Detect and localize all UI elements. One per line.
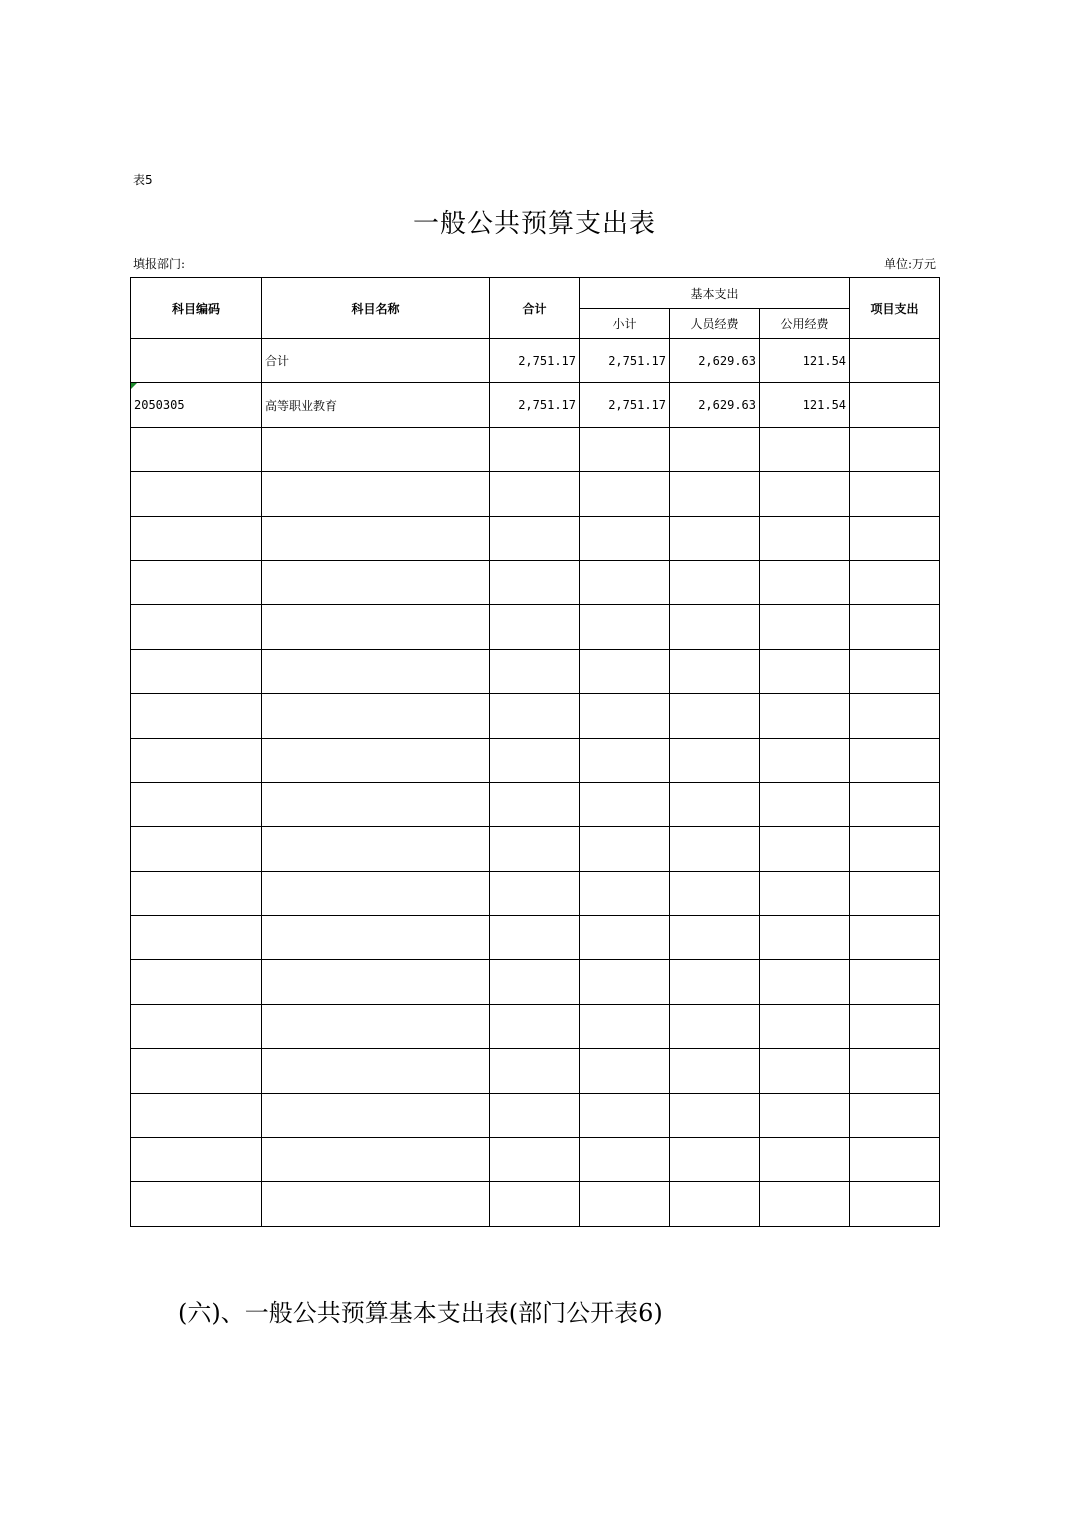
empty-cell <box>262 871 490 915</box>
empty-cell <box>760 516 850 560</box>
empty-cell <box>850 1049 940 1093</box>
header-subtotal: 小计 <box>580 309 670 339</box>
empty-table-row <box>131 782 940 826</box>
empty-cell <box>580 1138 670 1182</box>
empty-cell <box>131 1138 262 1182</box>
cell-public: 121.54 <box>760 339 850 383</box>
empty-cell <box>670 516 760 560</box>
cell-project <box>850 339 940 383</box>
empty-cell <box>262 605 490 649</box>
empty-table-row <box>131 605 940 649</box>
header-basic: 基本支出 <box>580 278 850 309</box>
empty-cell <box>131 1182 262 1226</box>
empty-cell <box>760 782 850 826</box>
empty-table-row <box>131 1093 940 1137</box>
empty-cell <box>262 1049 490 1093</box>
empty-table-row <box>131 560 940 604</box>
empty-cell <box>490 1004 580 1048</box>
empty-table-row <box>131 694 940 738</box>
empty-cell <box>760 649 850 693</box>
empty-cell <box>760 560 850 604</box>
empty-cell <box>490 1138 580 1182</box>
empty-cell <box>850 1093 940 1137</box>
empty-cell <box>262 1004 490 1048</box>
empty-cell <box>850 560 940 604</box>
empty-cell <box>262 694 490 738</box>
empty-cell <box>490 649 580 693</box>
cell-total: 2,751.17 <box>490 339 580 383</box>
empty-cell <box>850 1182 940 1226</box>
empty-cell <box>131 1004 262 1048</box>
empty-cell <box>490 960 580 1004</box>
empty-cell <box>760 427 850 471</box>
empty-cell <box>131 827 262 871</box>
empty-cell <box>670 960 760 1004</box>
empty-cell <box>760 694 850 738</box>
empty-cell <box>131 694 262 738</box>
empty-cell <box>850 916 940 960</box>
empty-cell <box>262 1138 490 1182</box>
empty-cell <box>850 694 940 738</box>
empty-cell <box>490 871 580 915</box>
empty-cell <box>850 649 940 693</box>
header-public: 公用经费 <box>760 309 850 339</box>
fill-dept-label: 填报部门: <box>133 257 186 271</box>
empty-cell <box>490 738 580 782</box>
empty-cell <box>580 427 670 471</box>
empty-table-row <box>131 827 940 871</box>
empty-cell <box>760 827 850 871</box>
empty-cell <box>262 738 490 782</box>
empty-cell <box>262 827 490 871</box>
table-row <box>131 383 940 427</box>
empty-cell <box>850 472 940 516</box>
empty-cell <box>670 827 760 871</box>
empty-cell <box>760 1049 850 1093</box>
empty-cell <box>670 649 760 693</box>
empty-cell <box>850 782 940 826</box>
empty-cell <box>850 516 940 560</box>
cell-comment-marker <box>131 383 137 389</box>
empty-cell <box>760 916 850 960</box>
empty-cell <box>850 427 940 471</box>
empty-cell <box>262 427 490 471</box>
empty-cell <box>490 694 580 738</box>
empty-table-row <box>131 472 940 516</box>
empty-cell <box>131 871 262 915</box>
empty-cell <box>760 1182 850 1226</box>
empty-cell <box>670 472 760 516</box>
empty-cell <box>670 916 760 960</box>
empty-cell <box>760 1093 850 1137</box>
empty-cell <box>850 871 940 915</box>
budget-table <box>130 277 940 1227</box>
empty-cell <box>850 960 940 1004</box>
empty-cell <box>262 916 490 960</box>
empty-cell <box>131 560 262 604</box>
empty-table-row <box>131 1004 940 1048</box>
empty-table-row <box>131 1182 940 1226</box>
empty-cell <box>760 1004 850 1048</box>
empty-cell <box>490 916 580 960</box>
empty-cell <box>490 427 580 471</box>
empty-cell <box>490 560 580 604</box>
empty-cell <box>580 560 670 604</box>
cell-name: 合计 <box>262 339 490 383</box>
empty-cell <box>670 605 760 649</box>
empty-cell <box>760 1138 850 1182</box>
empty-cell <box>760 960 850 1004</box>
header-project: 项目支出 <box>850 278 940 339</box>
empty-cell <box>580 916 670 960</box>
empty-cell <box>580 871 670 915</box>
section-heading: (六)、一般公共预算基本支出表(部门公开表6) <box>178 1299 663 1327</box>
empty-cell <box>262 472 490 516</box>
cell-code <box>131 339 262 383</box>
empty-cell <box>670 1138 760 1182</box>
empty-cell <box>670 1093 760 1137</box>
empty-table-row <box>131 960 940 1004</box>
empty-cell <box>262 1182 490 1226</box>
header-code: 科目编码 <box>131 278 262 339</box>
empty-table-row <box>131 516 940 560</box>
empty-cell <box>850 827 940 871</box>
empty-cell <box>850 738 940 782</box>
empty-cell <box>262 649 490 693</box>
empty-cell <box>670 427 760 471</box>
empty-table-row <box>131 1138 940 1182</box>
empty-cell <box>131 427 262 471</box>
document-title: 一般公共预算支出表 <box>412 209 656 239</box>
empty-cell <box>580 738 670 782</box>
empty-cell <box>760 738 850 782</box>
empty-cell <box>131 1049 262 1093</box>
header-name: 科目名称 <box>262 278 490 339</box>
empty-cell <box>760 605 850 649</box>
empty-cell <box>580 1004 670 1048</box>
empty-cell <box>262 960 490 1004</box>
cell-code <box>131 383 262 427</box>
empty-cell <box>490 1049 580 1093</box>
empty-cell <box>131 960 262 1004</box>
empty-cell <box>580 960 670 1004</box>
empty-cell <box>262 782 490 826</box>
cell-code-text: 2050305 <box>134 398 185 413</box>
empty-cell <box>670 871 760 915</box>
empty-cell <box>490 605 580 649</box>
cell-subtotal: 2,751.17 <box>580 383 670 427</box>
empty-cell <box>670 1004 760 1048</box>
empty-cell <box>262 1093 490 1137</box>
empty-cell <box>670 782 760 826</box>
empty-cell <box>490 827 580 871</box>
cell-project <box>850 383 940 427</box>
empty-cell <box>670 738 760 782</box>
empty-table-row <box>131 738 940 782</box>
empty-cell <box>262 516 490 560</box>
empty-cell <box>131 516 262 560</box>
empty-cell <box>580 1049 670 1093</box>
empty-cell <box>131 1093 262 1137</box>
empty-cell <box>670 1049 760 1093</box>
header-personnel: 人员经费 <box>670 309 760 339</box>
empty-cell <box>131 738 262 782</box>
empty-table-row <box>131 916 940 960</box>
empty-cell <box>131 649 262 693</box>
empty-table-row <box>131 649 940 693</box>
empty-cell <box>580 649 670 693</box>
empty-cell <box>131 782 262 826</box>
empty-cell <box>131 916 262 960</box>
empty-cell <box>760 472 850 516</box>
empty-table-row <box>131 427 940 471</box>
empty-cell <box>580 1182 670 1226</box>
empty-cell <box>850 1004 940 1048</box>
empty-cell <box>850 1138 940 1182</box>
table-row <box>131 339 940 383</box>
empty-cell <box>580 782 670 826</box>
empty-cell <box>670 560 760 604</box>
unit-label: 单位:万元 <box>883 257 936 271</box>
cell-personnel: 2,629.63 <box>670 339 760 383</box>
empty-cell <box>490 782 580 826</box>
empty-cell <box>850 605 940 649</box>
empty-cell <box>580 827 670 871</box>
empty-cell <box>580 1093 670 1137</box>
cell-name: 高等职业教育 <box>262 383 490 427</box>
empty-cell <box>490 1093 580 1137</box>
empty-cell <box>580 516 670 560</box>
empty-cell <box>490 472 580 516</box>
empty-cell <box>490 1182 580 1226</box>
empty-cell <box>580 694 670 738</box>
table-label: 表5 <box>133 173 153 187</box>
empty-cell <box>580 472 670 516</box>
empty-table-row <box>131 1049 940 1093</box>
empty-cell <box>131 605 262 649</box>
empty-cell <box>670 1182 760 1226</box>
empty-cell <box>262 560 490 604</box>
empty-cell <box>490 516 580 560</box>
empty-cell <box>131 472 262 516</box>
cell-subtotal: 2,751.17 <box>580 339 670 383</box>
empty-cell <box>670 694 760 738</box>
header-total: 合计 <box>490 278 580 339</box>
empty-cell <box>580 605 670 649</box>
cell-total: 2,751.17 <box>490 383 580 427</box>
empty-table-row <box>131 871 940 915</box>
empty-cell <box>760 871 850 915</box>
cell-public: 121.54 <box>760 383 850 427</box>
cell-personnel: 2,629.63 <box>670 383 760 427</box>
